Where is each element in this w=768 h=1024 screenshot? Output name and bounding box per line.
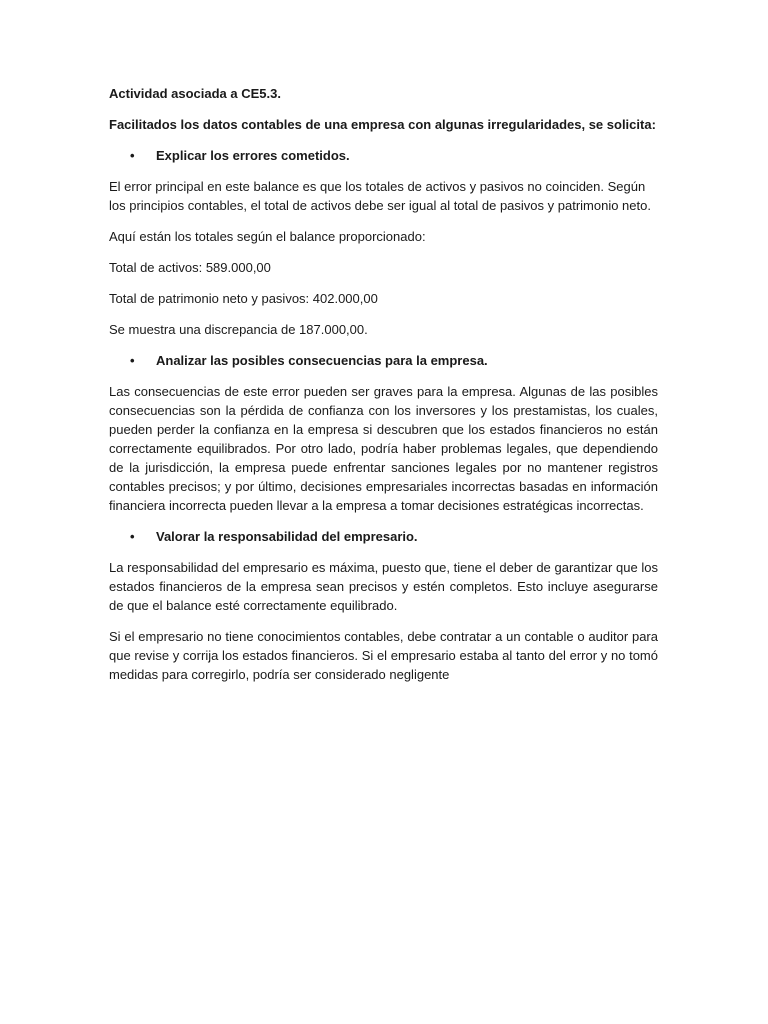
discrepancia: Se muestra una discrepancia de 187.000,00. — [109, 322, 368, 337]
paragraph-error-principal: El error principal en este balance es que los totales de activos y pasivos no coinciden. Según los principios contables, el total de activos debe ser igual al total de pasivos y patrimonio neto. — [109, 179, 651, 213]
paragraph-responsabilidad: La responsabilidad del empresario es máxima, puesto que, tiene el deber de garantizar que los estados financieros de la empresa sean precisos y estén completos. Esto incluye asegurarse de que el balance esté correctamente equilibrado. — [109, 560, 658, 613]
document-body — [109, 84, 658, 696]
bullet-label: Analizar las posibles consecuencias para la empresa. — [156, 353, 488, 368]
bullet-icon: • — [130, 148, 135, 163]
paragraph-totales-intro: Aquí están los totales según el balance proporcionado: — [109, 229, 426, 244]
paragraph-conocimientos: Si el empresario no tiene conocimientos contables, debe contratar a un contable o auditor para que revise y corrija los estados financieros. Si el empresario estaba al tanto del error y no tomó medidas para corregirlo, podría ser considerado negligente — [109, 629, 658, 682]
bullet-icon: • — [130, 529, 135, 544]
total-activos: Total de activos: 589.000,00 — [109, 260, 271, 275]
document-heading: Actividad asociada a CE5.3. — [109, 86, 281, 101]
bullet-item-explicar — [109, 146, 658, 165]
paragraph-consecuencias: Las consecuencias de este error pueden ser graves para la empresa. Algunas de las posibles consecuencias son la pérdida de confianza con los inversores y los prestamistas, los cuales, pueden perder la confianza en la empresa si descubren que los estados financieros no están correctamente equilibrados. Por otro lado, podría haber problemas legales, que dependiendo de la jurisdicción, la empresa puede enfrentar sanciones legales por no mantener registros contables precisos; y por último, decisiones empresariales incorrectas basadas en información financiera incorrecta pueden llevar a la empresa a tomar decisiones estratégicas incorrectas. — [109, 384, 658, 513]
bullet-icon: • — [130, 353, 135, 368]
bullet-item-analizar — [109, 351, 658, 370]
bullet-label: Explicar los errores cometidos. — [156, 148, 350, 163]
bullet-label: Valorar la responsabilidad del empresario. — [156, 529, 418, 544]
bullet-item-valorar — [109, 527, 658, 546]
total-patrimonio: Total de patrimonio neto y pasivos: 402.000,00 — [109, 291, 378, 306]
document-intro: Facilitados los datos contables de una empresa con algunas irregularidades, se solicita: — [109, 117, 656, 132]
